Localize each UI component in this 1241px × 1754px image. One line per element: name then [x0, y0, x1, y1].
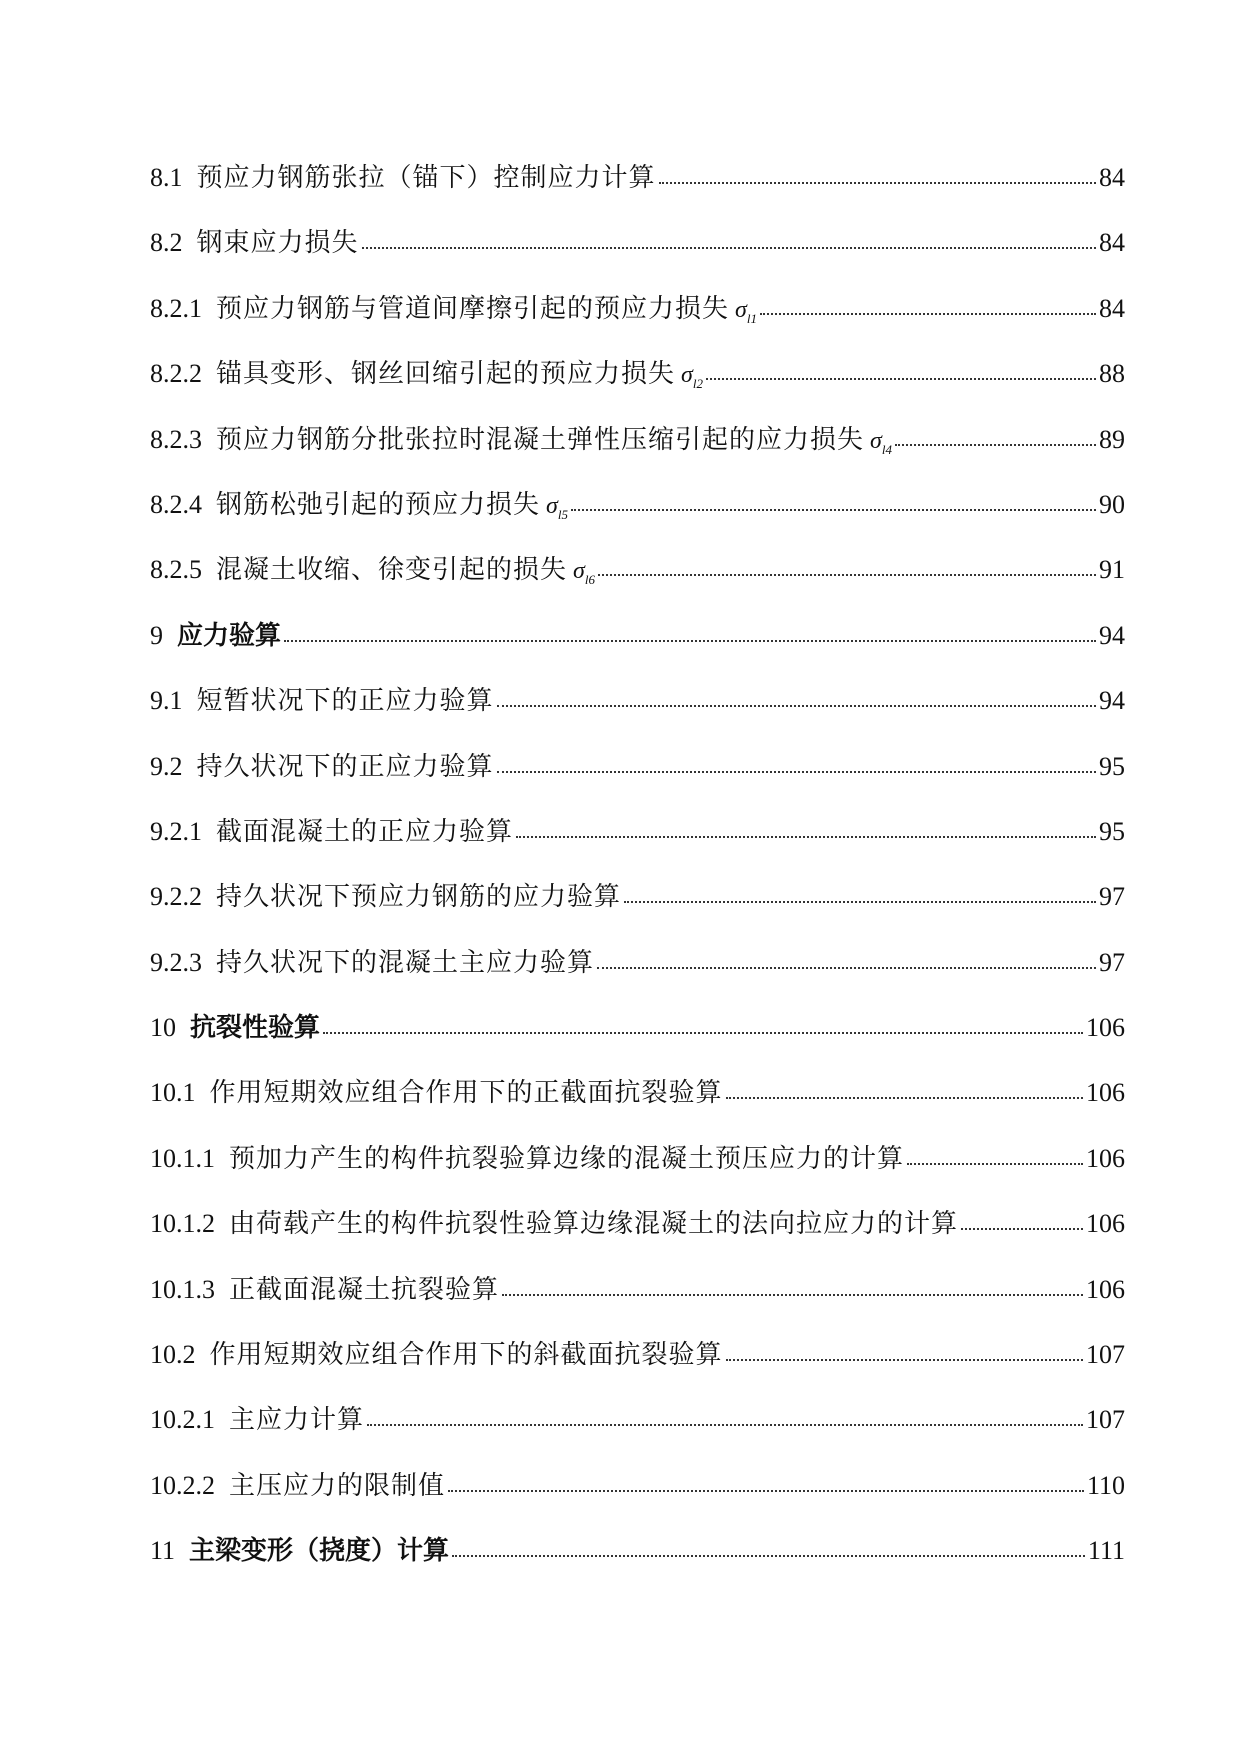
toc-entry[interactable] — [150, 734, 1125, 799]
toc-entry[interactable] — [150, 145, 1125, 210]
toc-dot-leader — [760, 313, 1096, 315]
toc-entry-title: 作用短期效应组合作用下的正截面抗裂验算 — [209, 1078, 723, 1109]
toc-entry-number: 9.2 — [150, 751, 183, 781]
toc-entry-symbol: $\sigma_{l6}$ — [573, 558, 595, 588]
toc-entry[interactable] — [150, 276, 1125, 341]
toc-entry-number: 10.1 — [150, 1078, 196, 1108]
toc-entry-page-number: 106 — [1086, 1274, 1125, 1304]
toc-entry[interactable] — [150, 995, 1125, 1060]
toc-entry[interactable] — [150, 930, 1125, 995]
toc-dot-leader — [362, 247, 1096, 249]
toc-entry-number: 9.2.2 — [150, 882, 202, 912]
toc-entry-page-number: 91 — [1099, 555, 1125, 585]
toc-dot-leader — [497, 771, 1096, 773]
toc-entry-title: 预加力产生的构件抗裂验算边缘的混凝土预压应力的计算 — [229, 1143, 905, 1174]
toc-entry-page-number: 88 — [1099, 359, 1125, 389]
toc-entry[interactable] — [150, 1126, 1125, 1191]
toc-entry[interactable] — [150, 210, 1125, 275]
toc-entry-page-number: 106 — [1086, 1078, 1125, 1108]
toc-dot-leader — [624, 901, 1096, 903]
toc-entry-title: 锚具变形、钢丝回缩引起的预应力损失 — [216, 359, 676, 390]
toc-entry-number: 8.2.1 — [150, 293, 202, 323]
toc-entry-title: 作用短期效应组合作用下的斜截面抗裂验算 — [209, 1340, 723, 1371]
toc-entry-page-number: 107 — [1086, 1405, 1125, 1435]
toc-entry-title: 持久状况下预应力钢筋的应力验算 — [216, 882, 622, 913]
toc-entry-page-number: 89 — [1099, 424, 1125, 454]
toc-entry-title: 钢筋松弛引起的预应力损失 — [216, 489, 541, 520]
toc-entry[interactable] — [150, 603, 1125, 668]
toc-dot-leader — [598, 574, 1096, 576]
toc-entry-number: 10.1.3 — [150, 1274, 215, 1304]
toc-entry-page-number: 84 — [1099, 228, 1125, 258]
toc-entry-page-number: 95 — [1099, 751, 1125, 781]
toc-dot-leader — [452, 1555, 1085, 1557]
toc-dot-leader — [284, 640, 1096, 642]
toc-entry-number: 9.2.3 — [150, 947, 202, 977]
toc-entry-title: 预应力钢筋分批张拉时混凝土弹性压缩引起的应力损失 — [216, 424, 865, 455]
toc-dot-leader — [448, 1490, 1084, 1492]
toc-entry-page-number: 106 — [1086, 1143, 1125, 1173]
toc-dot-leader — [895, 444, 1096, 446]
toc-entry-number: 10 — [150, 1013, 176, 1043]
toc-entry[interactable] — [150, 537, 1125, 602]
toc-entry[interactable] — [150, 1518, 1125, 1583]
toc-entry-symbol: $\sigma_{l1}$ — [735, 296, 757, 326]
toc-entry-number: 10.1.1 — [150, 1143, 215, 1173]
toc-entry[interactable] — [150, 668, 1125, 733]
toc-entry-page-number: 95 — [1099, 816, 1125, 846]
toc-entry-title: 预应力钢筋张拉（锚下）控制应力计算 — [196, 163, 656, 193]
toc-entry-title: 混凝土收缩、徐变引起的损失 — [216, 555, 568, 586]
toc-entry[interactable] — [150, 1257, 1125, 1322]
toc-dot-leader — [571, 509, 1096, 511]
toc-entry[interactable] — [150, 341, 1125, 406]
toc-dot-leader — [367, 1424, 1083, 1426]
toc-dot-leader — [502, 1294, 1083, 1296]
toc-entry-symbol: $\sigma_{l5}$ — [546, 492, 568, 522]
toc-entry-page-number: 110 — [1086, 1470, 1125, 1500]
toc-entry-number: 8.1 — [150, 163, 183, 192]
toc-dot-leader — [907, 1163, 1083, 1165]
toc-dot-leader — [323, 1032, 1083, 1034]
toc-entry-number: 9 — [150, 620, 163, 650]
toc-entry-page-number: 90 — [1099, 489, 1125, 519]
toc-dot-leader — [659, 182, 1096, 184]
toc-entry[interactable] — [150, 1060, 1125, 1125]
toc-entry-number: 10.2 — [150, 1340, 196, 1370]
toc-entry-title: 抗裂性验算 — [190, 1013, 321, 1044]
toc-entry-number: 10.1.2 — [150, 1209, 215, 1239]
toc-entry[interactable] — [150, 1387, 1125, 1452]
toc-entry-page-number: 97 — [1099, 947, 1125, 977]
toc-entry-symbol: $\sigma_{l2}$ — [681, 362, 703, 391]
toc-dot-leader — [516, 836, 1096, 838]
toc-entry[interactable] — [150, 1322, 1125, 1387]
toc-entry-title: 主压应力的限制值 — [229, 1470, 446, 1501]
toc-entry-title: 主应力计算 — [229, 1405, 365, 1436]
toc-entry-title: 由荷载产生的构件抗裂性验算边缘混凝土的法向拉应力的计算 — [229, 1209, 959, 1240]
toc-entry-number: 8.2.3 — [150, 424, 202, 454]
toc-entry-page-number: 84 — [1099, 163, 1125, 192]
toc-entry-page-number: 106 — [1086, 1013, 1125, 1043]
toc-entry[interactable] — [150, 407, 1125, 472]
toc-entry[interactable] — [150, 472, 1125, 537]
toc-entry-number: 8.2 — [150, 228, 183, 258]
toc-entry-page-number: 106 — [1086, 1209, 1125, 1239]
toc-entry[interactable] — [150, 1191, 1125, 1256]
toc-entry-page-number: 94 — [1099, 620, 1125, 650]
toc-dot-leader — [706, 378, 1096, 380]
toc-entry-number: 10.2.1 — [150, 1405, 215, 1435]
toc-entry-number: 8.2.4 — [150, 489, 202, 519]
toc-entry-number: 9.1 — [150, 686, 183, 716]
toc-entry[interactable] — [150, 864, 1125, 929]
toc-entry[interactable] — [150, 1453, 1125, 1518]
toc-entry-page-number: 107 — [1086, 1340, 1125, 1370]
toc-entry-title: 持久状况下的正应力验算 — [196, 751, 494, 782]
toc-dot-leader — [497, 705, 1096, 707]
toc-entry[interactable] — [150, 799, 1125, 864]
table-of-contents — [150, 145, 1125, 1584]
toc-entry-page-number: 94 — [1099, 686, 1125, 716]
toc-entry-number: 9.2.1 — [150, 816, 202, 846]
toc-entry-title: 短暂状况下的正应力验算 — [196, 686, 494, 717]
toc-entry-page-number: 111 — [1087, 1536, 1125, 1566]
toc-entry-number: 8.2.5 — [150, 555, 202, 585]
toc-entry-title: 预应力钢筋与管道间摩擦引起的预应力损失 — [216, 293, 730, 324]
toc-entry-number: 11 — [150, 1536, 176, 1566]
toc-entry-page-number: 97 — [1099, 882, 1125, 912]
toc-dot-leader — [597, 967, 1096, 969]
toc-entry-title: 钢束应力损失 — [196, 228, 359, 259]
toc-entry-number: 10.2.2 — [150, 1470, 215, 1500]
toc-dot-leader — [961, 1228, 1083, 1230]
toc-entry-title: 主梁变形（挠度）计算 — [189, 1536, 450, 1567]
toc-entry-title: 持久状况下的混凝土主应力验算 — [216, 947, 595, 978]
toc-entry-page-number: 84 — [1099, 293, 1125, 323]
toc-dot-leader — [726, 1359, 1083, 1361]
toc-entry-title: 正截面混凝土抗裂验算 — [229, 1274, 500, 1305]
toc-dot-leader — [726, 1097, 1083, 1099]
toc-entry-symbol: $\sigma_{l4}$ — [870, 427, 892, 457]
toc-entry-title: 截面混凝土的正应力验算 — [216, 816, 514, 847]
toc-entry-number: 8.2.2 — [150, 359, 202, 389]
toc-entry-title: 应力验算 — [177, 620, 282, 651]
